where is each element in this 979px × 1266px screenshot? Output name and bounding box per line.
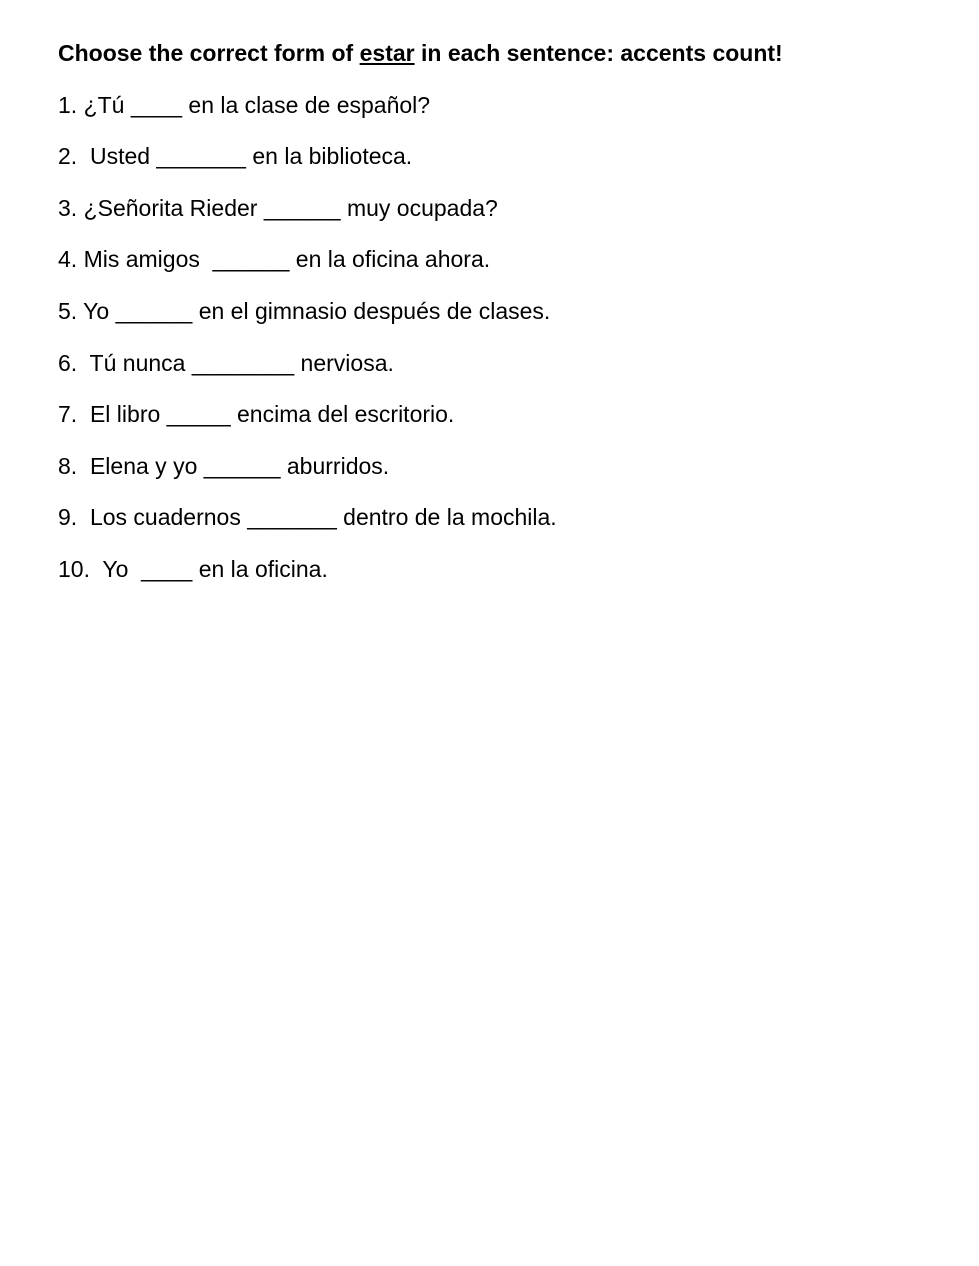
exercise-item-2: 2. Usted _______ en la biblioteca.: [58, 143, 413, 170]
exercise-item-9: 9. Los cuadernos _______ dentro de la mochila.: [58, 504, 557, 531]
exercise-item-8: 8. Elena y yo ______ aburridos.: [58, 452, 390, 479]
exercise-item-4: 4. Mis amigos ______ en la oficina ahora.: [58, 246, 491, 273]
exercise-list: [58, 88, 958, 586]
target-verb: estar: [359, 40, 415, 66]
exercise-item-7: 7. El libro _____ encima del escritorio.: [58, 401, 455, 428]
exercise-item-1: 1. ¿Tú ____ en la clase de español?: [58, 91, 431, 118]
exercise-item-6: 6. Tú nunca ________ nerviosa.: [58, 349, 394, 376]
exercise-item-3: 3. ¿Señorita Rieder ______ muy ocupada?: [58, 194, 498, 221]
exercise-item-5: 5. Yo ______ en el gimnasio después de clases.: [58, 297, 551, 324]
worksheet-page: [58, 36, 958, 604]
instructions-text-start: Choose the correct form of: [58, 40, 360, 66]
exercise-item-10: 10. Yo ____ en la oficina.: [58, 555, 328, 582]
instructions-text-end: in each sentence: accents count!: [414, 40, 783, 66]
instructions-heading: [58, 36, 958, 70]
